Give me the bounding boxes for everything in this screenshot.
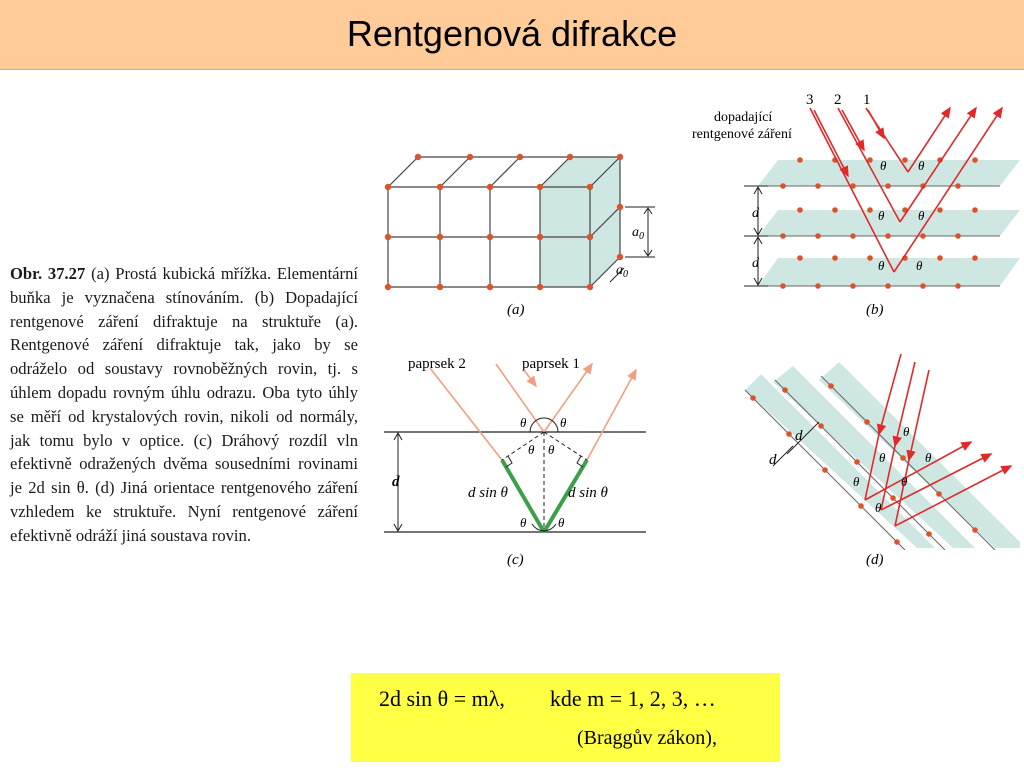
figure-d-label: (d) bbox=[866, 552, 884, 568]
theta-d-1: θ bbox=[903, 424, 910, 439]
figure-caption bbox=[10, 262, 358, 548]
theta-c-bottom-left: θ bbox=[520, 515, 527, 530]
d-label-b-upper: d bbox=[752, 206, 759, 221]
theta-c-top-left: θ bbox=[520, 415, 527, 430]
incident-label-line1: dopadající bbox=[714, 110, 773, 125]
dsin-right: d sin θ bbox=[568, 485, 608, 501]
slide-title: Rentgenová difrakce bbox=[346, 13, 678, 54]
theta-b2-left: θ bbox=[878, 208, 885, 223]
bragg-equation: 2d sin θ = mλ, bbox=[379, 686, 505, 711]
title-bar bbox=[0, 0, 1024, 70]
figure-c-label: (c) bbox=[507, 552, 524, 568]
theta-d-3: θ bbox=[925, 450, 932, 465]
figure-d-oblique-planes bbox=[745, 350, 1020, 550]
bragg-law-box bbox=[351, 673, 780, 762]
plane-1 bbox=[758, 160, 1020, 186]
reflected-rays bbox=[894, 108, 1002, 272]
ray-number-1: 1 bbox=[863, 92, 871, 108]
ray-number-2: 2 bbox=[834, 92, 842, 108]
d-dimension-b bbox=[744, 186, 768, 286]
d-label-c: d bbox=[392, 474, 400, 490]
theta-c-top-right: θ bbox=[560, 415, 567, 430]
d-label-d-lower: d bbox=[769, 452, 777, 468]
theta-d-5: θ bbox=[901, 474, 908, 489]
a0-label-vertical: $a_0$ bbox=[632, 225, 644, 242]
theta-c-mid-left: θ bbox=[528, 442, 535, 457]
bragg-equation-line bbox=[379, 686, 716, 712]
bragg-condition: kde m = 1, 2, 3, … bbox=[549, 686, 716, 711]
figure-a-cubic-lattice bbox=[380, 150, 665, 300]
figure-b-label: (b) bbox=[866, 302, 884, 318]
figure-b-plane-diffraction bbox=[688, 88, 1020, 298]
ray-2-label: paprsek 2 bbox=[408, 356, 466, 372]
theta-d-2: θ bbox=[879, 450, 886, 465]
ray-number-3: 3 bbox=[806, 92, 814, 108]
theta-c-mid-right: θ bbox=[548, 442, 555, 457]
theta-d-4: θ bbox=[853, 474, 860, 489]
figure-a-label: (a) bbox=[507, 302, 525, 318]
caption-label: Obr. 37.27 bbox=[10, 264, 86, 283]
dsin-left: d sin θ bbox=[468, 485, 508, 501]
bragg-law-name: (Braggův zákon), bbox=[577, 727, 717, 749]
theta-b3-left: θ bbox=[878, 258, 885, 273]
plane-2 bbox=[758, 210, 1020, 236]
ray-1-label: paprsek 1 bbox=[522, 356, 580, 372]
figure-c-path-difference bbox=[384, 352, 650, 552]
caption-text: (a) Prostá kubická mřížka. Elementární buňka je vyznačena stínováním. (b) Dopadající rentgenové záření difraktuje na struktuře (a). Rentgenové záření difraktuje tak, jako by se odráželo od soustavy rovnoběžných rovin, tj. s úhlem dopadu rovným úhlu odrazu. Oba tyto úhly se měří od krystalových rovin, nikoli od normály, jak tomu bylo v optice. (c) Dráhový rozdíl vln efektivně odražených dvěma sousedními rovinami je 2d sin θ. (d) Jiná orientace rentgenového záření vzhledem ke struktuře. Nyní rentgenové záření efektivně odráží jiná soustava rovin. bbox=[10, 264, 358, 545]
theta-b1-left: θ bbox=[880, 158, 887, 173]
incident-rays bbox=[810, 108, 908, 272]
theta-b1-right: θ bbox=[918, 158, 925, 173]
theta-b3-right: θ bbox=[916, 258, 923, 273]
angle-arc-top bbox=[530, 418, 558, 432]
d-label-b-lower: d bbox=[752, 256, 759, 271]
incident-label-line2: rentgenové záření bbox=[692, 127, 792, 142]
d-label-d-upper: d bbox=[795, 428, 803, 444]
theta-d-6: θ bbox=[875, 500, 882, 515]
a0-label-depth: $a_0$ bbox=[616, 263, 628, 280]
theta-c-bottom-right: θ bbox=[558, 515, 565, 530]
theta-b2-right: θ bbox=[918, 208, 925, 223]
